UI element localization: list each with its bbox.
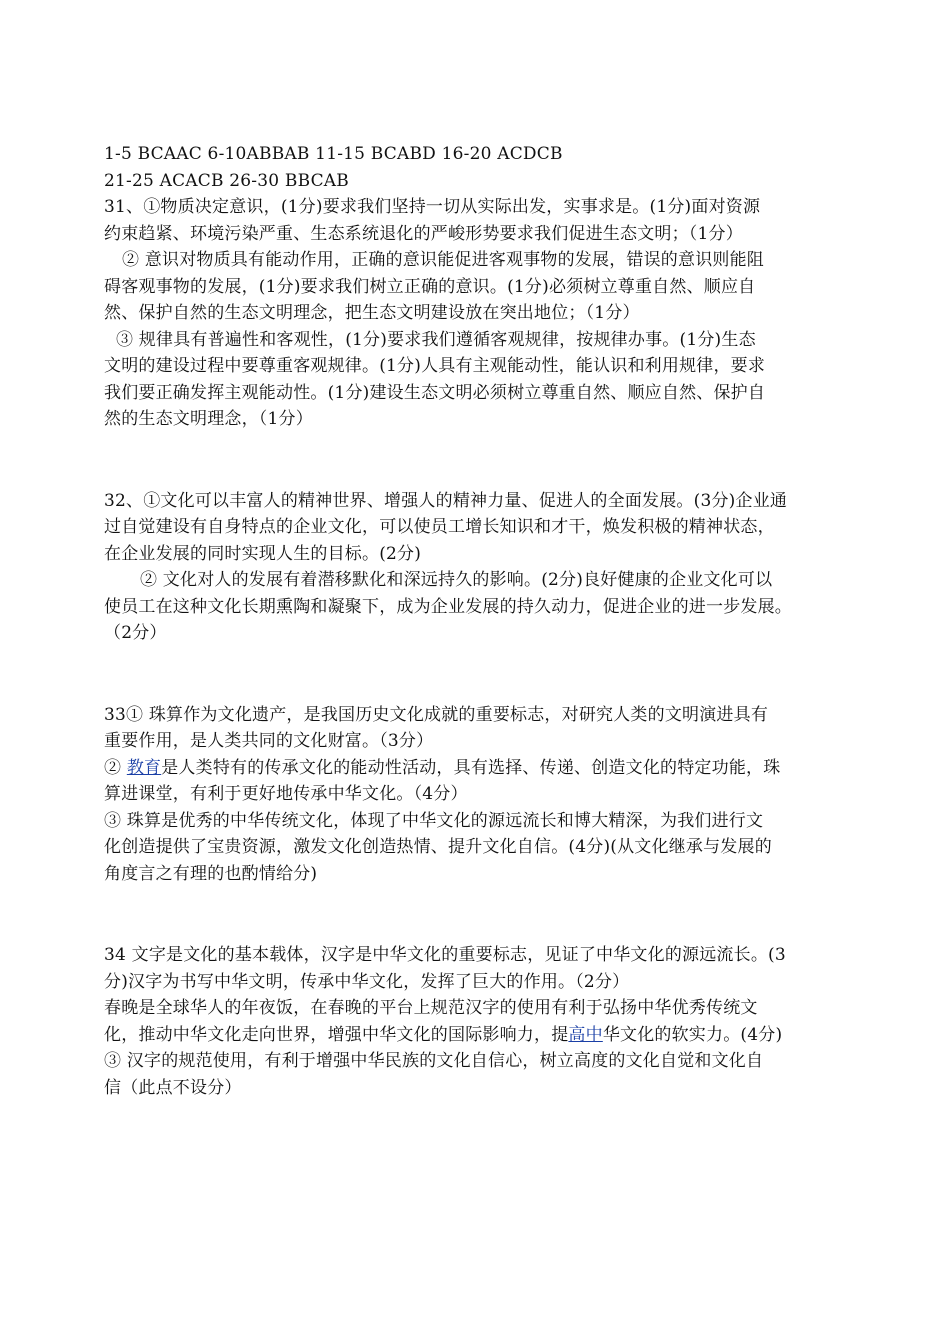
answer-key-text	[104, 141, 854, 1101]
q31-line: 约束趋紧、环境污染严重、生态系统退化的严峻形势要求我们促进生态文明；（1分）	[104, 223, 743, 244]
mc-answers-line-2: 21-25 ACACB 26-30 BBCAB	[104, 170, 349, 191]
q31-line: 然、保护自然的生态文明理念，把生态文明建设放在突出地位；（1分）	[104, 303, 640, 323]
q34-line-prefix: 化，推动中华文化走向世界，增强中华文化的国际影响力，提	[104, 1024, 569, 1045]
q31-line: 然的生态文明理念，（1分）	[104, 409, 313, 429]
question-34-answer	[104, 942, 854, 1101]
mc-answers-line-1: 1-5 BCAAC 6-10ABBAB 11-15 BCABD 16-20 ACDCB	[104, 144, 563, 164]
q33-line: ③ 珠算是优秀的中华传统文化，体现了中华文化的源远流长和博大精深，为我们进行文	[104, 810, 764, 831]
paragraph-gap	[104, 887, 854, 942]
q34-line: ③ 汉字的规范使用，有利于增强中华民族的文化自信心，树立高度的文化自觉和文化自	[104, 1051, 764, 1071]
q32-line: 使员工在这种文化长期熏陶和凝聚下，成为企业发展的持久动力，促进企业的进一步发展。	[104, 596, 792, 617]
q31-line: 文明的建设过程中要尊重客观规律。(1分)人具有主观能动性，能认识和利用规律，要求	[104, 356, 766, 376]
q34-line: 分)汉字为书写中华文明，传承中华文化，发挥了巨大的作用。（2分）	[104, 971, 630, 992]
q31-line: ③ 规律具有普遍性和客观性，(1分)要求我们遵循客观规律，按规律办事。(1分)生态	[116, 329, 756, 350]
q33-line: 33① 珠算作为文化遗产，是我国历史文化成就的重要标志，对研究人类的文明演进具有	[104, 704, 769, 725]
q32-line: 过自觉建设有自身特点的企业文化，可以使员工增长知识和才干，焕发积极的精神状态，	[104, 517, 775, 537]
q34-line-with-link	[104, 1022, 854, 1049]
q33-line: 角度言之有理的也酌情给分)	[104, 863, 318, 884]
q31-line: ② 意识对物质具有能动作用，正确的意识能促进客观事物的发展，错误的意识则能阻	[122, 250, 765, 270]
question-33-answer	[104, 702, 854, 888]
q33-line: 化创造提供了宝贵资源，激发文化创造热情、提升文化自信。(4分)(从文化继承与发展的	[104, 837, 772, 857]
q34-line: 春晚是全球华人的年夜饭，在春晚的平台上规范汉字的使用有利于弘扬中华优秀传统文	[104, 998, 758, 1018]
q34-line-suffix: 华文化的软实力。(4分)	[602, 1024, 783, 1045]
education-link[interactable]: 教育	[126, 757, 162, 778]
q32-line: ② 文化对人的发展有着潜移默化和深远持久的影响。(2分)良好健康的企业文化可以	[140, 570, 773, 590]
q32-line: （2分）	[104, 623, 167, 643]
q34-line: 34 文字是文化的基本载体，汉字是中华文化的重要标志，见证了中华文化的源远流长。(3	[104, 945, 786, 965]
q31-line: 31、①物质决定意识，(1分)要求我们坚持一切从实际出发，实事求是。(1分)面对资源	[104, 197, 761, 217]
high-school-link[interactable]: 高中	[568, 1024, 603, 1045]
q34-line: 信（此点不设分）	[104, 1077, 242, 1098]
question-31-answer	[104, 194, 854, 433]
q32-line: 32、①文化可以丰富人的精神世界、增强人的精神力量、促进人的全面发展。(3分)企业通	[104, 490, 788, 511]
q31-line: 我们要正确发挥主观能动性。(1分)建设生态文明必须树立尊重自然、顺应自然、保护自	[104, 382, 766, 403]
paragraph-gap	[104, 433, 854, 488]
q33-line-suffix: 是人类特有的传承文化的能动性活动，具有选择、传递、创造文化的特定功能，珠	[161, 757, 781, 778]
q31-line: 碍客观事物的发展，(1分)要求我们树立正确的意识。(1分)必须树立尊重自然、顺应自	[104, 276, 756, 297]
question-32-answer	[104, 488, 854, 647]
q32-line: 在企业发展的同时实现人生的目标。(2分)	[104, 543, 422, 564]
q33-line-prefix: ②	[104, 757, 127, 778]
q33-line-with-link	[104, 755, 854, 782]
paragraph-gap	[104, 647, 854, 702]
q33-line: 重要作用，是人类共同的文化财富。（3分）	[104, 731, 434, 751]
q33-line: 算进课堂，有利于更好地传承中华文化。（4分）	[104, 784, 468, 804]
